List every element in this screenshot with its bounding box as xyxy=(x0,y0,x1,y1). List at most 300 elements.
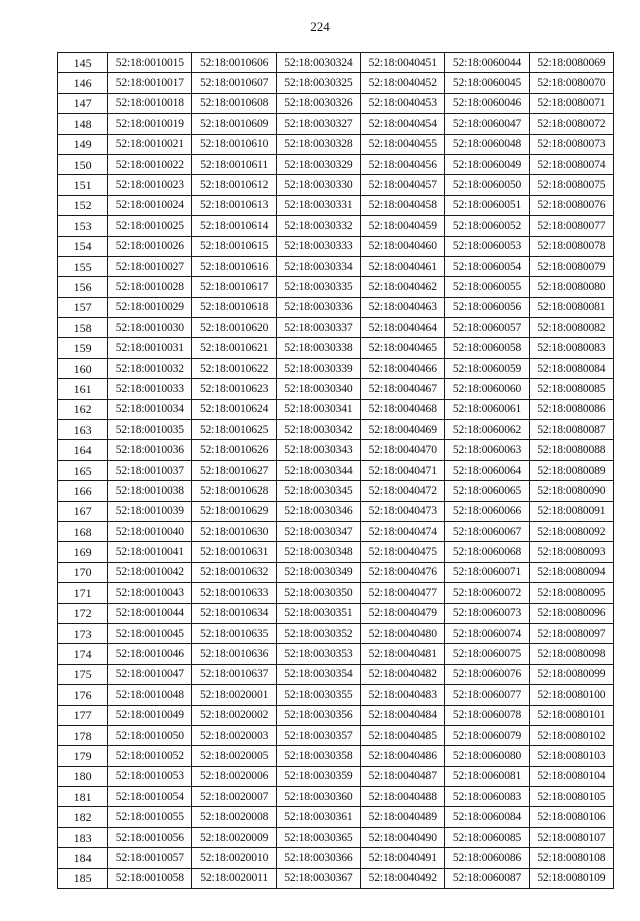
cadastral-code-cell: 52:18:0010622 xyxy=(192,358,276,378)
row-number-cell: 168 xyxy=(58,521,108,541)
cadastral-code-cell: 52:18:0010029 xyxy=(108,297,192,317)
table-row xyxy=(58,583,614,603)
cadastral-code-cell: 52:18:0010055 xyxy=(108,807,192,827)
cadastral-code-cell: 52:18:0010028 xyxy=(108,277,192,297)
cadastral-code-cell: 52:18:0080074 xyxy=(529,154,613,174)
cadastral-code-cell: 52:18:0010628 xyxy=(192,481,276,501)
row-number-cell: 145 xyxy=(58,53,108,73)
cadastral-code-cell: 52:18:0040492 xyxy=(361,868,445,888)
cadastral-code-cell: 52:18:0030367 xyxy=(276,868,360,888)
cadastral-code-cell: 52:18:0060071 xyxy=(445,562,529,582)
cadastral-code-cell: 52:18:0010024 xyxy=(108,195,192,215)
cadastral-code-cell: 52:18:0060047 xyxy=(445,114,529,134)
row-number-cell: 150 xyxy=(58,154,108,174)
cadastral-code-cell: 52:18:0020001 xyxy=(192,685,276,705)
cadastral-code-cell: 52:18:0010608 xyxy=(192,93,276,113)
cadastral-code-cell: 52:18:0030331 xyxy=(276,195,360,215)
cadastral-code-cell: 52:18:0030353 xyxy=(276,644,360,664)
cadastral-code-cell: 52:18:0030337 xyxy=(276,318,360,338)
cadastral-code-cell: 52:18:0010050 xyxy=(108,725,192,745)
cadastral-code-cell: 52:18:0010618 xyxy=(192,297,276,317)
cadastral-code-cell: 52:18:0080087 xyxy=(529,420,613,440)
cadastral-code-cell: 52:18:0040458 xyxy=(361,195,445,215)
table-row xyxy=(58,53,614,73)
row-number-cell: 182 xyxy=(58,807,108,827)
cadastral-code-cell: 52:18:0010617 xyxy=(192,277,276,297)
cadastral-code-cell: 52:18:0040472 xyxy=(361,481,445,501)
cadastral-code-cell: 52:18:0060062 xyxy=(445,420,529,440)
cadastral-code-cell: 52:18:0010610 xyxy=(192,134,276,154)
cadastral-code-cell: 52:18:0080091 xyxy=(529,501,613,521)
table-row xyxy=(58,399,614,419)
cadastral-code-cell: 52:18:0040490 xyxy=(361,827,445,847)
cadastral-code-cell: 52:18:0010019 xyxy=(108,114,192,134)
cadastral-code-cell: 52:18:0020007 xyxy=(192,787,276,807)
cadastral-code-cell: 52:18:0020010 xyxy=(192,848,276,868)
cadastral-code-cell: 52:18:0060065 xyxy=(445,481,529,501)
row-number-cell: 156 xyxy=(58,277,108,297)
cadastral-code-cell: 52:18:0080092 xyxy=(529,521,613,541)
cadastral-code-cell: 52:18:0060074 xyxy=(445,623,529,643)
cadastral-code-cell: 52:18:0010052 xyxy=(108,746,192,766)
cadastral-code-cell: 52:18:0010030 xyxy=(108,318,192,338)
cadastral-code-cell: 52:18:0040474 xyxy=(361,521,445,541)
cadastral-code-cell: 52:18:0040473 xyxy=(361,501,445,521)
table-row xyxy=(58,521,614,541)
cadastral-code-cell: 52:18:0080088 xyxy=(529,440,613,460)
cadastral-code-cell: 52:18:0080099 xyxy=(529,664,613,684)
cadastral-code-cell: 52:18:0010607 xyxy=(192,73,276,93)
table-row xyxy=(58,338,614,358)
cadastral-code-cell: 52:18:0060064 xyxy=(445,460,529,480)
cadastral-code-cell: 52:18:0080070 xyxy=(529,73,613,93)
cadastral-code-cell: 52:18:0010037 xyxy=(108,460,192,480)
cadastral-code-cell: 52:18:0080107 xyxy=(529,827,613,847)
cadastral-code-cell: 52:18:0080098 xyxy=(529,644,613,664)
cadastral-code-cell: 52:18:0030343 xyxy=(276,440,360,460)
cadastral-code-cell: 52:18:0060048 xyxy=(445,134,529,154)
table-row xyxy=(58,725,614,745)
row-number-cell: 169 xyxy=(58,542,108,562)
cadastral-code-cell: 52:18:0040462 xyxy=(361,277,445,297)
cadastral-code-cell: 52:18:0040464 xyxy=(361,318,445,338)
cadastral-code-cell: 52:18:0010053 xyxy=(108,766,192,786)
cadastral-code-cell: 52:18:0030351 xyxy=(276,603,360,623)
cadastral-code-cell: 52:18:0080084 xyxy=(529,358,613,378)
cadastral-code-cell: 52:18:0010630 xyxy=(192,521,276,541)
cadastral-code-cell: 52:18:0080106 xyxy=(529,807,613,827)
cadastral-code-cell: 52:18:0060055 xyxy=(445,277,529,297)
cadastral-code-cell: 52:18:0040466 xyxy=(361,358,445,378)
table-row xyxy=(58,236,614,256)
row-number-cell: 147 xyxy=(58,93,108,113)
table-row xyxy=(58,154,614,174)
cadastral-code-cell: 52:18:0010058 xyxy=(108,868,192,888)
table-row xyxy=(58,501,614,521)
cadastral-code-cell: 52:18:0030324 xyxy=(276,53,360,73)
table-row xyxy=(58,603,614,623)
cadastral-code-cell: 52:18:0010634 xyxy=(192,603,276,623)
row-number-cell: 175 xyxy=(58,664,108,684)
cadastral-code-cell: 52:18:0060057 xyxy=(445,318,529,338)
table-row xyxy=(58,134,614,154)
cadastral-code-cell: 52:18:0040461 xyxy=(361,256,445,276)
row-number-cell: 173 xyxy=(58,623,108,643)
page-number: 224 xyxy=(310,19,330,34)
cadastral-code-cell: 52:18:0040463 xyxy=(361,297,445,317)
cadastral-code-cell: 52:18:0030344 xyxy=(276,460,360,480)
cadastral-code-cell: 52:18:0010048 xyxy=(108,685,192,705)
cadastral-code-cell: 52:18:0010635 xyxy=(192,623,276,643)
cadastral-code-cell: 52:18:0010621 xyxy=(192,338,276,358)
row-number-cell: 172 xyxy=(58,603,108,623)
cadastral-code-cell: 52:18:0060076 xyxy=(445,664,529,684)
cadastral-code-cell: 52:18:0030350 xyxy=(276,583,360,603)
cadastral-code-cell: 52:18:0030355 xyxy=(276,685,360,705)
cadastral-code-cell: 52:18:0080104 xyxy=(529,766,613,786)
cadastral-code-cell: 52:18:0030332 xyxy=(276,216,360,236)
cadastral-code-cell: 52:18:0010032 xyxy=(108,358,192,378)
cadastral-code-cell: 52:18:0010034 xyxy=(108,399,192,419)
cadastral-code-cell: 52:18:0060051 xyxy=(445,195,529,215)
cadastral-code-cell: 52:18:0040487 xyxy=(361,766,445,786)
cadastral-code-cell: 52:18:0040452 xyxy=(361,73,445,93)
cadastral-code-cell: 52:18:0060060 xyxy=(445,379,529,399)
cadastral-code-cell: 52:18:0010017 xyxy=(108,73,192,93)
cadastral-code-cell: 52:18:0030359 xyxy=(276,766,360,786)
table-row xyxy=(58,766,614,786)
table-row xyxy=(58,318,614,338)
cadastral-code-cell: 52:18:0030361 xyxy=(276,807,360,827)
cadastral-code-cell: 52:18:0010041 xyxy=(108,542,192,562)
cadastral-code-cell: 52:18:0010049 xyxy=(108,705,192,725)
table-row xyxy=(58,297,614,317)
cadastral-code-cell: 52:18:0030360 xyxy=(276,787,360,807)
cadastral-code-cell: 52:18:0060066 xyxy=(445,501,529,521)
cadastral-code-cell: 52:18:0040481 xyxy=(361,644,445,664)
row-number-cell: 153 xyxy=(58,216,108,236)
cadastral-code-cell: 52:18:0010039 xyxy=(108,501,192,521)
cadastral-code-cell: 52:18:0040465 xyxy=(361,338,445,358)
cadastral-code-cell: 52:18:0080085 xyxy=(529,379,613,399)
cadastral-code-cell: 52:18:0010023 xyxy=(108,175,192,195)
cadastral-code-cell: 52:18:0010624 xyxy=(192,399,276,419)
cadastral-code-cell: 52:18:0010027 xyxy=(108,256,192,276)
cadastral-code-cell: 52:18:0040455 xyxy=(361,134,445,154)
table-row xyxy=(58,114,614,134)
cadastral-code-cell: 52:18:0080109 xyxy=(529,868,613,888)
cadastral-code-cell: 52:18:0060083 xyxy=(445,787,529,807)
cadastral-code-cell: 52:18:0030354 xyxy=(276,664,360,684)
cadastral-code-cell: 52:18:0010045 xyxy=(108,623,192,643)
cadastral-code-cell: 52:18:0010018 xyxy=(108,93,192,113)
cadastral-code-cell: 52:18:0010611 xyxy=(192,154,276,174)
cadastral-code-cell: 52:18:0080079 xyxy=(529,256,613,276)
cadastral-code-cell: 52:18:0040470 xyxy=(361,440,445,460)
cadastral-code-cell: 52:18:0010620 xyxy=(192,318,276,338)
cadastral-code-cell: 52:18:0010031 xyxy=(108,338,192,358)
cadastral-code-cell: 52:18:0060054 xyxy=(445,256,529,276)
cadastral-code-cell: 52:18:0060086 xyxy=(445,848,529,868)
cadastral-code-cell: 52:18:0030334 xyxy=(276,256,360,276)
row-number-cell: 159 xyxy=(58,338,108,358)
cadastral-code-cell: 52:18:0010626 xyxy=(192,440,276,460)
cadastral-code-cell: 52:18:0060078 xyxy=(445,705,529,725)
cadastral-code-cell: 52:18:0040480 xyxy=(361,623,445,643)
cadastral-code-cell: 52:18:0060061 xyxy=(445,399,529,419)
cadastral-code-cell: 52:18:0040454 xyxy=(361,114,445,134)
cadastral-code-cell: 52:18:0080081 xyxy=(529,297,613,317)
cadastral-code-cell: 52:18:0010044 xyxy=(108,603,192,623)
table-row xyxy=(58,787,614,807)
table-row xyxy=(58,481,614,501)
cadastral-code-cell: 52:18:0030333 xyxy=(276,236,360,256)
cadastral-code-cell: 52:18:0080095 xyxy=(529,583,613,603)
cadastral-code-cell: 52:18:0030348 xyxy=(276,542,360,562)
row-number-cell: 183 xyxy=(58,827,108,847)
row-number-cell: 157 xyxy=(58,297,108,317)
table-row xyxy=(58,705,614,725)
cadastral-code-cell: 52:18:0010614 xyxy=(192,216,276,236)
cadastral-code-cell: 52:18:0080077 xyxy=(529,216,613,236)
cadastral-code-cell: 52:18:0030340 xyxy=(276,379,360,399)
row-number-cell: 177 xyxy=(58,705,108,725)
cadastral-code-cell: 52:18:0040468 xyxy=(361,399,445,419)
cadastral-code-cell: 52:18:0040482 xyxy=(361,664,445,684)
cadastral-code-cell: 52:18:0060081 xyxy=(445,766,529,786)
row-number-cell: 163 xyxy=(58,420,108,440)
row-number-cell: 155 xyxy=(58,256,108,276)
table-row xyxy=(58,420,614,440)
table-row xyxy=(58,256,614,276)
cadastral-code-cell: 52:18:0080083 xyxy=(529,338,613,358)
cadastral-code-cell: 52:18:0040453 xyxy=(361,93,445,113)
cadastral-code-cell: 52:18:0030366 xyxy=(276,848,360,868)
cadastral-code-cell: 52:18:0020009 xyxy=(192,827,276,847)
cadastral-code-cell: 52:18:0040469 xyxy=(361,420,445,440)
cadastral-code-cell: 52:18:0010038 xyxy=(108,481,192,501)
row-number-cell: 152 xyxy=(58,195,108,215)
cadastral-code-cell: 52:18:0030358 xyxy=(276,746,360,766)
row-number-cell: 166 xyxy=(58,481,108,501)
cadastral-code-cell: 52:18:0060045 xyxy=(445,73,529,93)
row-number-cell: 185 xyxy=(58,868,108,888)
cadastral-code-cell: 52:18:0040451 xyxy=(361,53,445,73)
cadastral-code-cell: 52:18:0060059 xyxy=(445,358,529,378)
table-row xyxy=(58,460,614,480)
cadastral-code-cell: 52:18:0060053 xyxy=(445,236,529,256)
cadastral-code-cell: 52:18:0010609 xyxy=(192,114,276,134)
cadastral-code-cell: 52:18:0080073 xyxy=(529,134,613,154)
cadastral-code-cell: 52:18:0010043 xyxy=(108,583,192,603)
cadastral-code-cell: 52:18:0010637 xyxy=(192,664,276,684)
table-row xyxy=(58,807,614,827)
row-number-cell: 148 xyxy=(58,114,108,134)
table-row xyxy=(58,644,614,664)
cadastral-code-cell: 52:18:0040491 xyxy=(361,848,445,868)
cadastral-code-cell: 52:18:0030352 xyxy=(276,623,360,643)
cadastral-code-cell: 52:18:0060044 xyxy=(445,53,529,73)
row-number-cell: 179 xyxy=(58,746,108,766)
cadastral-code-cell: 52:18:0010615 xyxy=(192,236,276,256)
cadastral-code-cell: 52:18:0010633 xyxy=(192,583,276,603)
cadastral-code-cell: 52:18:0040477 xyxy=(361,583,445,603)
cadastral-code-cell: 52:18:0080080 xyxy=(529,277,613,297)
cadastral-code-cell: 52:18:0040489 xyxy=(361,807,445,827)
row-number-cell: 184 xyxy=(58,848,108,868)
row-number-cell: 164 xyxy=(58,440,108,460)
cadastral-code-cell: 52:18:0080069 xyxy=(529,53,613,73)
cadastral-code-cell: 52:18:0060067 xyxy=(445,521,529,541)
cadastral-code-cell: 52:18:0010036 xyxy=(108,440,192,460)
cadastral-code-cell: 52:18:0040488 xyxy=(361,787,445,807)
cadastral-code-cell: 52:18:0040485 xyxy=(361,725,445,745)
cadastral-code-cell: 52:18:0010612 xyxy=(192,175,276,195)
cadastral-code-cell: 52:18:0010022 xyxy=(108,154,192,174)
cadastral-code-cell: 52:18:0060063 xyxy=(445,440,529,460)
cadastral-code-cell: 52:18:0080078 xyxy=(529,236,613,256)
cadastral-code-cell: 52:18:0040457 xyxy=(361,175,445,195)
table-row xyxy=(58,175,614,195)
cadastral-code-cell: 52:18:0040475 xyxy=(361,542,445,562)
cadastral-code-cell: 52:18:0080096 xyxy=(529,603,613,623)
cadastral-code-cell: 52:18:0020008 xyxy=(192,807,276,827)
cadastral-code-cell: 52:18:0010033 xyxy=(108,379,192,399)
cadastral-code-cell: 52:18:0010040 xyxy=(108,521,192,541)
row-number-cell: 176 xyxy=(58,685,108,705)
cadastral-code-cell: 52:18:0080105 xyxy=(529,787,613,807)
cadastral-code-cell: 52:18:0080094 xyxy=(529,562,613,582)
row-number-cell: 167 xyxy=(58,501,108,521)
cadastral-code-cell: 52:18:0040456 xyxy=(361,154,445,174)
cadastral-code-cell: 52:18:0060056 xyxy=(445,297,529,317)
row-number-cell: 180 xyxy=(58,766,108,786)
cadastral-code-cell: 52:18:0080097 xyxy=(529,623,613,643)
table-row xyxy=(58,868,614,888)
table-row xyxy=(58,848,614,868)
cadastral-code-cell: 52:18:0010015 xyxy=(108,53,192,73)
cadastral-code-cell: 52:18:0030345 xyxy=(276,481,360,501)
cadastral-code-cell: 52:18:0010632 xyxy=(192,562,276,582)
cadastral-code-cell: 52:18:0010636 xyxy=(192,644,276,664)
cadastral-code-cell: 52:18:0080101 xyxy=(529,705,613,725)
cadastral-code-cell: 52:18:0040467 xyxy=(361,379,445,399)
cadastral-code-cell: 52:18:0010613 xyxy=(192,195,276,215)
cadastral-code-cell: 52:18:0080072 xyxy=(529,114,613,134)
row-number-cell: 178 xyxy=(58,725,108,745)
row-number-cell: 158 xyxy=(58,318,108,338)
cadastral-code-cell: 52:18:0080108 xyxy=(529,848,613,868)
cadastral-code-cell: 52:18:0010026 xyxy=(108,236,192,256)
row-number-cell: 171 xyxy=(58,583,108,603)
cadastral-code-cell: 52:18:0040459 xyxy=(361,216,445,236)
cadastral-code-cell: 52:18:0060075 xyxy=(445,644,529,664)
cadastral-code-cell: 52:18:0040483 xyxy=(361,685,445,705)
row-number-cell: 160 xyxy=(58,358,108,378)
cadastral-code-cell: 52:18:0040479 xyxy=(361,603,445,623)
cadastral-code-cell: 52:18:0080089 xyxy=(529,460,613,480)
cadastral-code-cell: 52:18:0030328 xyxy=(276,134,360,154)
cadastral-code-cell: 52:18:0060068 xyxy=(445,542,529,562)
cadastral-code-cell: 52:18:0010046 xyxy=(108,644,192,664)
cadastral-code-cell: 52:18:0030347 xyxy=(276,521,360,541)
cadastral-code-cell: 52:18:0010025 xyxy=(108,216,192,236)
cadastral-code-cell: 52:18:0040471 xyxy=(361,460,445,480)
table-row xyxy=(58,685,614,705)
cadastral-code-cell: 52:18:0010057 xyxy=(108,848,192,868)
row-number-cell: 162 xyxy=(58,399,108,419)
table-row xyxy=(58,379,614,399)
cadastral-code-cell: 52:18:0040476 xyxy=(361,562,445,582)
table-row xyxy=(58,440,614,460)
cadastral-code-cell: 52:18:0030326 xyxy=(276,93,360,113)
cadastral-code-cell: 52:18:0080075 xyxy=(529,175,613,195)
row-number-cell: 161 xyxy=(58,379,108,399)
cadastral-code-cell: 52:18:0030339 xyxy=(276,358,360,378)
cadastral-code-cell: 52:18:0040484 xyxy=(361,705,445,725)
cadastral-code-cell: 52:18:0010056 xyxy=(108,827,192,847)
cadastral-code-cell: 52:18:0060077 xyxy=(445,685,529,705)
cadastral-code-cell: 52:18:0060087 xyxy=(445,868,529,888)
cadastral-code-cell: 52:18:0030342 xyxy=(276,420,360,440)
cadastral-code-cell: 52:18:0080093 xyxy=(529,542,613,562)
cadastral-code-cell: 52:18:0060085 xyxy=(445,827,529,847)
row-number-cell: 181 xyxy=(58,787,108,807)
cadastral-code-cell: 52:18:0080102 xyxy=(529,725,613,745)
cadastral-code-cell: 52:18:0010629 xyxy=(192,501,276,521)
cadastral-code-cell: 52:18:0020002 xyxy=(192,705,276,725)
table-row xyxy=(58,562,614,582)
table-row xyxy=(58,827,614,847)
cadastral-code-cell: 52:18:0030357 xyxy=(276,725,360,745)
table-row xyxy=(58,623,614,643)
cadastral-code-cell: 52:18:0060072 xyxy=(445,583,529,603)
cadastral-code-cell: 52:18:0010021 xyxy=(108,134,192,154)
cadastral-code-cell: 52:18:0030346 xyxy=(276,501,360,521)
cadastral-code-cell: 52:18:0080082 xyxy=(529,318,613,338)
cadastral-code-cell: 52:18:0030349 xyxy=(276,562,360,582)
cadastral-code-cell: 52:18:0060049 xyxy=(445,154,529,174)
cadastral-code-cell: 52:18:0030327 xyxy=(276,114,360,134)
row-number-cell: 154 xyxy=(58,236,108,256)
cadastral-code-cell: 52:18:0080090 xyxy=(529,481,613,501)
cadastral-code-cell: 52:18:0020006 xyxy=(192,766,276,786)
cadastral-code-cell: 52:18:0010047 xyxy=(108,664,192,684)
cadastral-code-cell: 52:18:0010616 xyxy=(192,256,276,276)
cadastral-code-cell: 52:18:0040486 xyxy=(361,746,445,766)
cadastral-code-cell: 52:18:0080076 xyxy=(529,195,613,215)
cadastral-code-cell: 52:18:0030338 xyxy=(276,338,360,358)
table-row xyxy=(58,93,614,113)
table-row xyxy=(58,73,614,93)
cadastral-code-cell: 52:18:0060058 xyxy=(445,338,529,358)
cadastral-code-cell: 52:18:0060052 xyxy=(445,216,529,236)
cadastral-code-cell: 52:18:0080100 xyxy=(529,685,613,705)
table-row xyxy=(58,358,614,378)
cadastral-code-cell: 52:18:0030341 xyxy=(276,399,360,419)
cadastral-code-cell: 52:18:0080103 xyxy=(529,746,613,766)
cadastral-code-cell: 52:18:0030336 xyxy=(276,297,360,317)
table-row xyxy=(58,277,614,297)
cadastral-code-cell: 52:18:0020011 xyxy=(192,868,276,888)
cadastral-code-cell: 52:18:0080071 xyxy=(529,93,613,113)
cadastral-code-cell: 52:18:0030330 xyxy=(276,175,360,195)
cadastral-code-cell: 52:18:0010035 xyxy=(108,420,192,440)
cadastral-number-table xyxy=(57,52,614,889)
cadastral-code-cell: 52:18:0060046 xyxy=(445,93,529,113)
row-number-cell: 151 xyxy=(58,175,108,195)
cadastral-code-cell: 52:18:0040460 xyxy=(361,236,445,256)
